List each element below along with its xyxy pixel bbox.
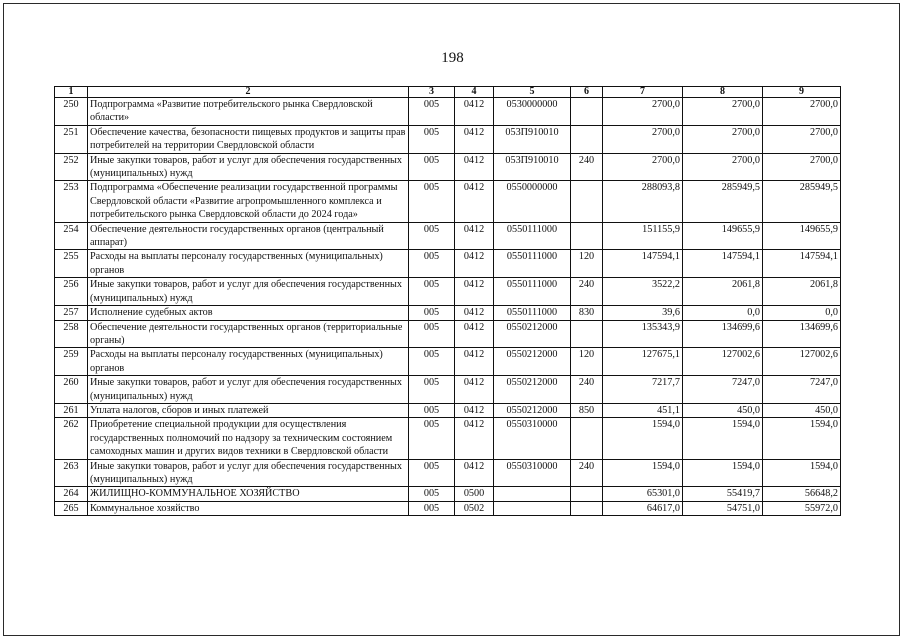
row-name: Иные закупки товаров, работ и услуг для обеспечения государственных (муниципальных) нужд bbox=[88, 376, 409, 404]
amount-col9: 56648,2 bbox=[763, 487, 841, 501]
row-number: 259 bbox=[55, 348, 88, 376]
page-number: 198 bbox=[441, 50, 464, 66]
amount-col8: 134699,6 bbox=[683, 320, 763, 348]
code-subsection: 0412 bbox=[455, 376, 494, 404]
code-target-article: 0550111000 bbox=[494, 278, 571, 306]
row-name: Расходы на выплаты персоналу государственных (муниципальных) органов bbox=[88, 250, 409, 278]
column-header-4: 4 bbox=[455, 87, 494, 98]
amount-col7: 135343,9 bbox=[603, 320, 683, 348]
row-number: 253 bbox=[55, 181, 88, 222]
code-subsection: 0412 bbox=[455, 459, 494, 487]
code-target-article: 0550000000 bbox=[494, 181, 571, 222]
row-number: 265 bbox=[55, 501, 88, 515]
column-header-8: 8 bbox=[683, 87, 763, 98]
amount-col9: 1594,0 bbox=[763, 459, 841, 487]
code-subsection: 0500 bbox=[455, 487, 494, 501]
code-expense-type bbox=[571, 222, 603, 250]
code-expense-type: 120 bbox=[571, 348, 603, 376]
code-expense-type: 240 bbox=[571, 459, 603, 487]
code-section: 005 bbox=[409, 306, 455, 320]
row-name: Исполнение судебных актов bbox=[88, 306, 409, 320]
amount-col7: 64617,0 bbox=[603, 501, 683, 515]
table-row bbox=[55, 250, 841, 278]
code-target-article: 0550310000 bbox=[494, 418, 571, 459]
row-name: ЖИЛИЩНО-КОММУНАЛЬНОЕ ХОЗЯЙСТВО bbox=[88, 487, 409, 501]
amount-col7: 147594,1 bbox=[603, 250, 683, 278]
amount-col8: 7247,0 bbox=[683, 376, 763, 404]
code-subsection: 0412 bbox=[455, 320, 494, 348]
code-expense-type bbox=[571, 320, 603, 348]
column-header-5: 5 bbox=[494, 87, 571, 98]
table-row bbox=[55, 418, 841, 459]
code-subsection: 0412 bbox=[455, 348, 494, 376]
amount-col7: 288093,8 bbox=[603, 181, 683, 222]
table-row bbox=[55, 181, 841, 222]
table-row bbox=[55, 222, 841, 250]
code-section: 005 bbox=[409, 181, 455, 222]
amount-col7: 151155,9 bbox=[603, 222, 683, 250]
amount-col8: 450,0 bbox=[683, 403, 763, 417]
row-name: Приобретение специальной продукции для осуществления государственных полномочий по надзору за техническим состоянием самоходных машин и других видов техники в Свердловской области bbox=[88, 418, 409, 459]
amount-col7: 65301,0 bbox=[603, 487, 683, 501]
table-row bbox=[55, 153, 841, 181]
amount-col8: 285949,5 bbox=[683, 181, 763, 222]
code-subsection: 0412 bbox=[455, 250, 494, 278]
code-expense-type: 240 bbox=[571, 153, 603, 181]
code-section: 005 bbox=[409, 376, 455, 404]
amount-col8: 2061,8 bbox=[683, 278, 763, 306]
table-row bbox=[55, 278, 841, 306]
row-name: Обеспечение качества, безопасности пищевых продуктов и защиты прав потребителей на территории Свердловской области bbox=[88, 125, 409, 153]
code-section: 005 bbox=[409, 125, 455, 153]
amount-col7: 2700,0 bbox=[603, 98, 683, 126]
code-subsection: 0412 bbox=[455, 418, 494, 459]
row-number: 262 bbox=[55, 418, 88, 459]
row-name: Расходы на выплаты персоналу государственных (муниципальных) органов bbox=[88, 348, 409, 376]
table-row bbox=[55, 487, 841, 501]
amount-col8: 149655,9 bbox=[683, 222, 763, 250]
row-number: 254 bbox=[55, 222, 88, 250]
code-target-article: 0550212000 bbox=[494, 348, 571, 376]
amount-col9: 1594,0 bbox=[763, 418, 841, 459]
amount-col8: 2700,0 bbox=[683, 98, 763, 126]
column-header-7: 7 bbox=[603, 87, 683, 98]
code-expense-type bbox=[571, 98, 603, 126]
table-row bbox=[55, 98, 841, 126]
row-name: Коммунальное хозяйство bbox=[88, 501, 409, 515]
code-subsection: 0412 bbox=[455, 125, 494, 153]
code-section: 005 bbox=[409, 320, 455, 348]
row-name: Обеспечение деятельности государственных органов (территориальные органы) bbox=[88, 320, 409, 348]
code-target-article: 0550111000 bbox=[494, 250, 571, 278]
code-subsection: 0412 bbox=[455, 403, 494, 417]
row-name: Подпрограмма «Обеспечение реализации государственной программы Свердловской области «Развитие агропромышленного комплекса и потребительского рынка Свердловской области до 2024 года» bbox=[88, 181, 409, 222]
amount-col9: 0,0 bbox=[763, 306, 841, 320]
row-number: 252 bbox=[55, 153, 88, 181]
row-number: 261 bbox=[55, 403, 88, 417]
code-section: 005 bbox=[409, 222, 455, 250]
amount-col8: 1594,0 bbox=[683, 459, 763, 487]
amount-col9: 7247,0 bbox=[763, 376, 841, 404]
amount-col8: 2700,0 bbox=[683, 125, 763, 153]
row-number: 258 bbox=[55, 320, 88, 348]
code-expense-type bbox=[571, 501, 603, 515]
amount-col7: 1594,0 bbox=[603, 459, 683, 487]
table-body bbox=[55, 98, 841, 516]
amount-col7: 3522,2 bbox=[603, 278, 683, 306]
amount-col8: 2700,0 bbox=[683, 153, 763, 181]
code-expense-type: 240 bbox=[571, 376, 603, 404]
code-subsection: 0412 bbox=[455, 306, 494, 320]
amount-col8: 55419,7 bbox=[683, 487, 763, 501]
row-name: Подпрограмма «Развитие потребительского рынка Свердловской области» bbox=[88, 98, 409, 126]
code-subsection: 0412 bbox=[455, 98, 494, 126]
row-number: 264 bbox=[55, 487, 88, 501]
table-row bbox=[55, 125, 841, 153]
row-number: 255 bbox=[55, 250, 88, 278]
code-target-article: 0530000000 bbox=[494, 98, 571, 126]
table-row bbox=[55, 501, 841, 515]
code-expense-type bbox=[571, 181, 603, 222]
row-name: Уплата налогов, сборов и иных платежей bbox=[88, 403, 409, 417]
code-expense-type bbox=[571, 418, 603, 459]
code-target-article bbox=[494, 487, 571, 501]
row-number: 251 bbox=[55, 125, 88, 153]
amount-col9: 55972,0 bbox=[763, 501, 841, 515]
code-target-article: 0550212000 bbox=[494, 320, 571, 348]
code-section: 005 bbox=[409, 403, 455, 417]
code-expense-type: 240 bbox=[571, 278, 603, 306]
code-section: 005 bbox=[409, 98, 455, 126]
amount-col7: 39,6 bbox=[603, 306, 683, 320]
code-target-article: 0550212000 bbox=[494, 376, 571, 404]
column-header-6: 6 bbox=[571, 87, 603, 98]
table-row bbox=[55, 320, 841, 348]
column-header-3: 3 bbox=[409, 87, 455, 98]
row-number: 263 bbox=[55, 459, 88, 487]
code-target-article: 0550111000 bbox=[494, 306, 571, 320]
table-row bbox=[55, 306, 841, 320]
budget-table bbox=[54, 86, 841, 516]
row-name: Иные закупки товаров, работ и услуг для обеспечения государственных (муниципальных) нужд bbox=[88, 153, 409, 181]
code-section: 005 bbox=[409, 348, 455, 376]
row-name: Обеспечение деятельности государственных органов (центральный аппарат) bbox=[88, 222, 409, 250]
code-section: 005 bbox=[409, 153, 455, 181]
table-row bbox=[55, 403, 841, 417]
table-row bbox=[55, 459, 841, 487]
amount-col9: 450,0 bbox=[763, 403, 841, 417]
header-row bbox=[55, 87, 841, 98]
code-subsection: 0412 bbox=[455, 278, 494, 306]
code-subsection: 0412 bbox=[455, 181, 494, 222]
code-subsection: 0412 bbox=[455, 153, 494, 181]
code-section: 005 bbox=[409, 487, 455, 501]
amount-col7: 2700,0 bbox=[603, 125, 683, 153]
amount-col9: 134699,6 bbox=[763, 320, 841, 348]
code-expense-type: 850 bbox=[571, 403, 603, 417]
code-section: 005 bbox=[409, 418, 455, 459]
row-number: 256 bbox=[55, 278, 88, 306]
row-number: 257 bbox=[55, 306, 88, 320]
code-target-article: 0550310000 bbox=[494, 459, 571, 487]
code-expense-type bbox=[571, 125, 603, 153]
code-section: 005 bbox=[409, 459, 455, 487]
amount-col8: 0,0 bbox=[683, 306, 763, 320]
amount-col7: 1594,0 bbox=[603, 418, 683, 459]
code-target-article: 053П910010 bbox=[494, 153, 571, 181]
amount-col9: 2700,0 bbox=[763, 125, 841, 153]
code-section: 005 bbox=[409, 501, 455, 515]
code-expense-type: 830 bbox=[571, 306, 603, 320]
code-target-article: 0550111000 bbox=[494, 222, 571, 250]
code-expense-type bbox=[571, 487, 603, 501]
code-target-article bbox=[494, 501, 571, 515]
amount-col7: 7217,7 bbox=[603, 376, 683, 404]
table-row bbox=[55, 348, 841, 376]
amount-col9: 147594,1 bbox=[763, 250, 841, 278]
code-section: 005 bbox=[409, 278, 455, 306]
code-target-article: 0550212000 bbox=[494, 403, 571, 417]
column-header-1: 1 bbox=[55, 87, 88, 98]
amount-col7: 127675,1 bbox=[603, 348, 683, 376]
row-name: Иные закупки товаров, работ и услуг для обеспечения государственных (муниципальных) нужд bbox=[88, 459, 409, 487]
amount-col8: 54751,0 bbox=[683, 501, 763, 515]
amount-col7: 2700,0 bbox=[603, 153, 683, 181]
amount-col9: 127002,6 bbox=[763, 348, 841, 376]
amount-col8: 147594,1 bbox=[683, 250, 763, 278]
code-subsection: 0412 bbox=[455, 222, 494, 250]
amount-col7: 451,1 bbox=[603, 403, 683, 417]
amount-col8: 1594,0 bbox=[683, 418, 763, 459]
row-name: Иные закупки товаров, работ и услуг для обеспечения государственных (муниципальных) нужд bbox=[88, 278, 409, 306]
column-header-9: 9 bbox=[763, 87, 841, 98]
amount-col9: 2700,0 bbox=[763, 153, 841, 181]
amount-col9: 149655,9 bbox=[763, 222, 841, 250]
code-target-article: 053П910010 bbox=[494, 125, 571, 153]
code-section: 005 bbox=[409, 250, 455, 278]
amount-col8: 127002,6 bbox=[683, 348, 763, 376]
amount-col9: 2700,0 bbox=[763, 98, 841, 126]
row-number: 250 bbox=[55, 98, 88, 126]
column-header-2: 2 bbox=[88, 87, 409, 98]
amount-col9: 285949,5 bbox=[763, 181, 841, 222]
row-number: 260 bbox=[55, 376, 88, 404]
table-row bbox=[55, 376, 841, 404]
code-expense-type: 120 bbox=[571, 250, 603, 278]
amount-col9: 2061,8 bbox=[763, 278, 841, 306]
code-subsection: 0502 bbox=[455, 501, 494, 515]
